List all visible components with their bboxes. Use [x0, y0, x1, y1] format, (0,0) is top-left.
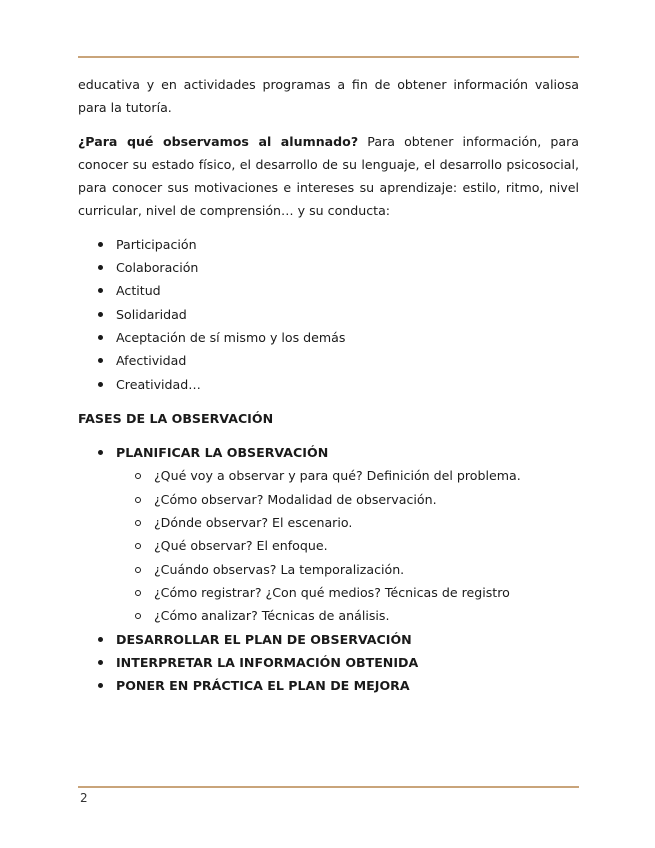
planning-questions	[78, 464, 579, 627]
phase-item	[78, 674, 579, 697]
purpose-question: ¿Para qué observamos al alumnado?	[78, 133, 359, 149]
paragraph-intro: educativa y en actividades programas a fin de obtener información valiosa para la tutoría.	[78, 77, 579, 116]
sub-list-item: ¿Cómo observar? Modalidad de observación.	[78, 488, 579, 511]
list-item: Aceptación de sí mismo y los demás	[78, 326, 579, 349]
list-item: Creatividad…	[78, 373, 579, 396]
list-item: Solidaridad	[78, 303, 579, 326]
page-content	[78, 73, 579, 697]
sub-list-item: ¿Qué observar? El enfoque.	[78, 534, 579, 557]
page-number: 2	[80, 791, 88, 805]
phase-label: PONER EN PRÁCTICA EL PLAN DE MEJORA	[78, 674, 579, 697]
section-heading: FASES DE LA OBSERVACIÓN	[78, 410, 274, 426]
sub-list-item: ¿Cómo analizar? Técnicas de análisis.	[78, 604, 579, 627]
phases-list	[78, 441, 579, 697]
phase-item	[78, 651, 579, 674]
phase-item	[78, 628, 579, 651]
phase-label: INTERPRETAR LA INFORMACIÓN OBTENIDA	[78, 651, 579, 674]
list-item: Actitud	[78, 279, 579, 302]
sub-list-item: ¿Cuándo observas? La temporalización.	[78, 558, 579, 581]
list-item: Participación	[78, 233, 579, 256]
sub-list-item: ¿Cómo registrar? ¿Con qué medios? Técnicas de registro	[78, 581, 579, 604]
list-item: Colaboración	[78, 256, 579, 279]
phase-label: PLANIFICAR LA OBSERVACIÓN	[78, 441, 579, 464]
list-item: Afectividad	[78, 349, 579, 372]
phase-item	[78, 441, 579, 627]
phase-label: DESARROLLAR EL PLAN DE OBSERVACIÓN	[78, 628, 579, 651]
purpose-answer: Para obtener información, para conocer su estado físico, el desarrollo de su lenguaje, el desarrollo psicosocial, para conocer sus motivaciones e intereses su aprendizaje: estilo, ritmo, nivel curricular, nivel de comprensión… y su conducta:	[78, 133, 579, 219]
footer-rule	[78, 786, 579, 788]
header-rule	[78, 56, 579, 58]
paragraph-purpose	[78, 130, 579, 223]
sub-list-item: ¿Qué voy a observar y para qué? Definición del problema.	[78, 464, 579, 487]
sub-list-item: ¿Dónde observar? El escenario.	[78, 511, 579, 534]
conduct-list	[78, 233, 579, 396]
